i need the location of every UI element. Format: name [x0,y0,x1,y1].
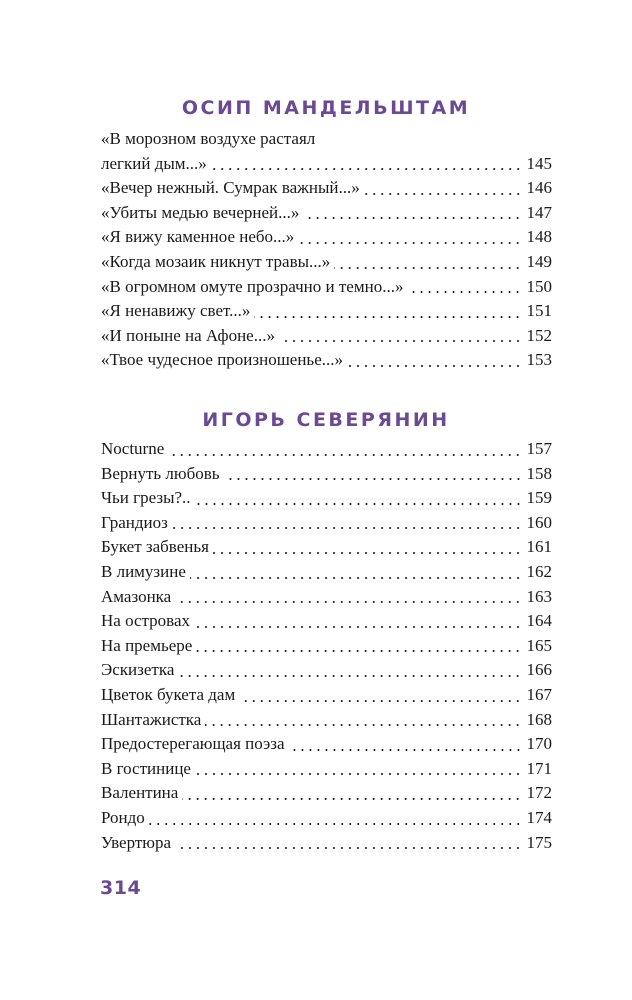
toc-entry-title: В гостинице [101,758,191,778]
toc-entry [101,127,552,176]
toc-entry-title: Рондо [101,807,145,827]
leader-dots [190,563,522,580]
toc-entry-title: «Я вижу каменное небо...» [101,227,295,247]
toc-entry-page: 151 [526,301,552,321]
toc-entry-page: 160 [526,512,552,532]
toc-entry-title: Валентина [101,783,179,803]
toc-entry-title: На премьере [101,635,193,655]
leader-dots [175,587,522,604]
toc-entry-page: 157 [526,439,552,458]
leader-dots [347,351,522,368]
toc-entry-title: «Когда мозаик никнут травы...» [101,251,331,271]
leader-dots [178,661,522,678]
toc-entry [101,757,552,782]
toc-entry [101,250,552,275]
toc-entry-title: «В огромном омуте прозрачно и темно...» [101,276,404,296]
leader-dots [194,612,522,629]
leader-dots [407,277,522,294]
toc-entry-page: 168 [526,709,552,729]
toc-entry [101,299,552,324]
toc-entry-title: Эскизетка [101,660,175,680]
toc-entry-page: 165 [526,635,552,655]
toc-entry-page: 175 [526,832,552,852]
toc-entry [101,225,552,250]
toc-entry [101,176,552,201]
leader-dots [205,710,522,727]
toc-entry-title: «Я ненавижу свет...» [101,301,251,321]
leader-dots [364,179,522,196]
toc-entry-page: 147 [526,202,552,222]
toc-entry-title: Чьи грезы?.. [101,488,191,508]
toc-entry [101,437,552,462]
toc-entry-page: 167 [526,684,552,704]
toc-entry [101,831,552,856]
page-number: 314 [100,877,142,899]
toc-entry-title: Вернуть любовь [101,463,220,483]
toc-entry [101,732,552,757]
toc-entry-page: 152 [526,325,552,345]
toc-entry-page: 145 [526,153,552,173]
leader-dots [239,686,522,703]
leader-dots [195,489,522,506]
leader-dots [149,809,522,826]
toc-entry-page: 150 [526,276,552,296]
toc-entry-title: Шантажистка [101,709,202,729]
toc-entry [101,658,552,683]
toc-entry-page: 164 [526,611,552,631]
toc-entry-title: В лимузине [101,561,186,581]
leader-dots [195,759,522,776]
leader-dots [279,326,522,343]
section-heading-severyanin: ИГОРЬ СЕВЕРЯНИН [202,409,450,431]
toc-entry-page: 162 [526,561,552,581]
leader-dots [254,302,522,319]
section-heading-mandelstam: ОСИП МАНДЕЛЬШТАМ [181,97,471,119]
toc-entry-page: 161 [526,537,552,557]
toc-entry-title: Nocturne [101,439,165,458]
toc-entry-page: 166 [526,660,552,680]
toc-entry [101,324,552,349]
toc-entry [101,609,552,634]
toc-entry [101,634,552,659]
leader-dots [298,228,522,245]
toc-entry [101,511,552,536]
toc-list-severyanin [101,437,552,855]
leader-dots [213,538,522,555]
toc-entry-title: Грандиоз [101,512,168,532]
toc-entry-title: «Вечер нежный. Сумрак важный...» [101,178,360,198]
leader-dots [172,513,522,530]
leader-dots [175,833,522,850]
toc-entry [101,560,552,585]
leader-dots [196,636,522,653]
toc-entry [101,275,552,300]
toc-entry-page: 174 [526,807,552,827]
toc-entry [101,806,552,831]
toc-entry [101,486,552,511]
toc-entry-page: 163 [526,586,552,606]
toc-entry [101,781,552,806]
toc-list-mandelstam [101,127,552,373]
toc-entry-title: Цветок букета дам [101,684,236,704]
leader-dots [289,735,522,752]
leader-dots [303,203,522,220]
toc-entry-page: 148 [526,227,552,247]
toc-entry-page: 159 [526,488,552,508]
toc-entry-title: Букет забвенья [101,537,209,557]
toc-entry [101,201,552,226]
toc-entry-page: 149 [526,251,552,271]
toc-entry [101,585,552,610]
leader-dots [334,253,522,270]
toc-entry-title: Увертюра [101,832,172,852]
toc-entry [101,462,552,487]
toc-entry-page: 172 [526,783,552,803]
toc-entry-title: На островах [101,611,191,631]
toc-entry [101,535,552,560]
toc-entry-title: «Твое чудесное произношенье...» [101,350,343,370]
toc-entry-page: 153 [526,350,552,370]
toc-entry-page: 170 [526,734,552,754]
toc-entry [101,683,552,708]
leader-dots [168,440,522,457]
leader-dots [211,154,522,171]
toc-entry [101,348,552,373]
toc-entry-title-line1: «В морозном воздухе растаял [101,129,316,148]
toc-entry-page: 171 [526,758,552,778]
leader-dots [182,784,522,801]
toc-entry-page: 158 [526,463,552,483]
toc-entry [101,708,552,733]
toc-entry-title: легкий дым...» [101,153,207,173]
toc-entry-title: «Убиты медью вечерней...» [101,202,300,222]
leader-dots [224,464,522,481]
toc-entry-title: Амазонка [101,586,172,606]
toc-entry-title: «И поныне на Афоне...» [101,325,275,345]
toc-entry-page: 146 [526,178,552,198]
toc-entry-title: Предостерегающая поэза [101,734,285,754]
